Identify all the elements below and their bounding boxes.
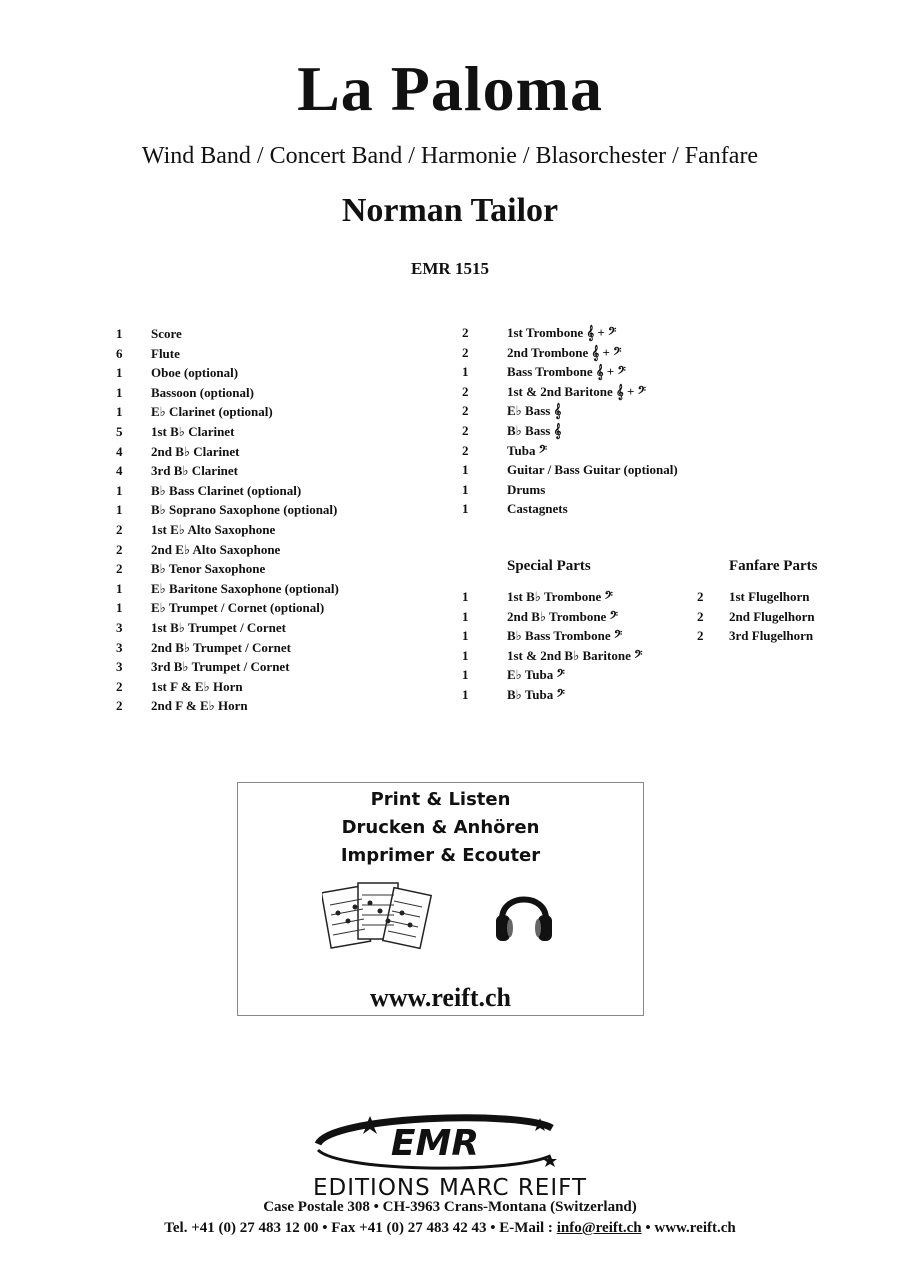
special-parts-list [462, 587, 692, 705]
headphones-icon [492, 881, 556, 947]
part-quantity: 2 [116, 541, 123, 557]
special-parts-heading: Special Parts [507, 558, 591, 574]
part-row [462, 343, 762, 363]
part-name: Bass Trombone 𝄞 + 𝄢 [507, 364, 626, 380]
part-name: B♭ Tenor Saxophone [151, 561, 266, 577]
composer-name: Norman Tailor [341, 192, 559, 229]
contact-website[interactable]: • www.reift.ch [641, 1220, 736, 1236]
ensemble-subtitle: Wind Band / Concert Band / Harmonie / Blasorchester / Fanfare [141, 143, 759, 169]
part-row [697, 607, 877, 627]
part-row [116, 677, 446, 697]
part-row [116, 324, 446, 344]
part-name: Bassoon (optional) [151, 384, 254, 400]
part-name: B♭ Soprano Saxophone (optional) [151, 502, 338, 518]
part-quantity: 4 [116, 443, 123, 459]
part-name: 2nd Trombone 𝄞 + 𝄢 [507, 344, 622, 360]
part-name: 2nd F & E♭ Horn [151, 698, 248, 714]
part-row [116, 442, 446, 462]
part-quantity: 2 [462, 422, 469, 438]
part-name: Score [151, 326, 182, 341]
part-name: E♭ Bass 𝄞 [507, 403, 562, 419]
part-quantity: 1 [116, 404, 123, 420]
part-quantity: 1 [116, 365, 123, 381]
part-name: E♭ Tuba 𝄢 [507, 667, 565, 683]
part-name: 2nd B♭ Clarinet [151, 443, 240, 459]
part-name: 1st B♭ Clarinet [151, 423, 235, 439]
part-name: 1st & 2nd B♭ Baritone 𝄢 [507, 647, 643, 663]
part-quantity: 2 [697, 608, 704, 624]
email-link[interactable]: info@reift.ch [556, 1220, 642, 1236]
part-quantity: 1 [116, 600, 123, 616]
part-name: B♭ Bass Clarinet (optional) [151, 482, 302, 498]
part-quantity: 4 [116, 463, 123, 479]
part-quantity: 5 [116, 423, 123, 439]
part-quantity: 3 [116, 639, 123, 655]
part-name: Flute [151, 345, 180, 361]
part-quantity: 1 [462, 462, 469, 478]
part-row [462, 587, 692, 607]
part-row [462, 665, 692, 685]
part-name: Drums [507, 481, 546, 497]
part-quantity: 1 [116, 384, 123, 400]
part-name: Tuba 𝄢 [507, 442, 548, 458]
part-row [462, 323, 762, 343]
part-row [116, 598, 446, 618]
part-name: 2nd E♭ Alto Saxophone [151, 541, 281, 557]
publisher-contact [0, 1220, 900, 1237]
reift-website-link[interactable]: www.reift.ch [369, 983, 512, 1012]
emr-logo-mark: EMR [390, 1123, 480, 1164]
part-quantity: 2 [116, 521, 123, 537]
part-row [697, 626, 877, 646]
part-row [462, 382, 762, 402]
part-name: Castagnets [507, 501, 568, 517]
fanfare-parts-list [697, 587, 877, 646]
part-name: 3rd B♭ Clarinet [151, 463, 239, 479]
part-row [116, 657, 446, 677]
part-name: 1st B♭ Trumpet / Cornet [151, 619, 286, 635]
part-row [116, 383, 446, 403]
fanfare-parts-heading: Fanfare Parts [729, 558, 818, 574]
part-row [462, 362, 762, 382]
part-quantity: 1 [462, 481, 469, 497]
part-row [116, 363, 446, 383]
part-quantity: 2 [697, 589, 704, 604]
part-row [462, 421, 762, 441]
part-name: 1st E♭ Alto Saxophone [151, 521, 276, 537]
part-name: B♭ Bass Trombone 𝄢 [507, 628, 623, 644]
part-row [116, 402, 446, 422]
part-name: 2nd B♭ Trombone 𝄢 [507, 608, 618, 624]
part-row [116, 540, 446, 560]
part-row [462, 685, 692, 705]
part-quantity: 2 [462, 403, 469, 419]
part-row [116, 422, 446, 442]
part-row [116, 500, 446, 520]
part-row [462, 401, 762, 421]
part-quantity: 1 [462, 501, 469, 517]
part-row [462, 607, 692, 627]
part-quantity: 1 [462, 608, 469, 624]
part-row [116, 461, 446, 481]
part-name: 1st B♭ Trombone 𝄢 [507, 589, 613, 604]
piece-title: La Paloma [297, 53, 603, 124]
part-row [462, 626, 692, 646]
part-row [462, 499, 762, 519]
part-quantity: 6 [116, 345, 123, 361]
part-quantity: 2 [462, 325, 469, 340]
part-name: E♭ Trumpet / Cornet (optional) [151, 600, 325, 616]
promo-line-print-listen: Print & Listen [370, 789, 511, 810]
part-quantity: 1 [462, 647, 469, 663]
part-name: 1st Flugelhorn [729, 589, 810, 604]
part-row [116, 344, 446, 364]
part-row [116, 579, 446, 599]
part-row [462, 646, 692, 666]
part-row [697, 587, 877, 607]
part-quantity: 2 [116, 698, 123, 714]
publisher-name: EDITIONS MARC REIFT [312, 1175, 588, 1201]
part-quantity: 2 [462, 442, 469, 458]
part-quantity: 1 [116, 326, 123, 341]
part-name: 3rd B♭ Trumpet / Cornet [151, 659, 290, 675]
part-quantity: 1 [116, 502, 123, 518]
emr-logo [300, 1110, 570, 1176]
part-row [116, 520, 446, 540]
part-name: B♭ Bass 𝄞 [507, 422, 562, 438]
part-name: 2nd B♭ Trumpet / Cornet [151, 639, 291, 655]
part-quantity: 1 [462, 686, 469, 702]
part-quantity: 2 [116, 678, 123, 694]
part-name: B♭ Tuba 𝄢 [507, 686, 565, 702]
part-name: 1st F & E♭ Horn [151, 678, 243, 694]
part-row [462, 480, 762, 500]
part-name: 2nd Flugelhorn [729, 608, 815, 624]
part-name: 1st & 2nd Baritone 𝄞 + 𝄢 [507, 383, 647, 399]
part-quantity: 1 [462, 589, 469, 604]
part-row [116, 638, 446, 658]
promo-line-imprimer: Imprimer & Ecouter [340, 845, 541, 866]
publisher-address: Case Postale 308 • CH-3963 Crans-Montana (Switzerland) [263, 1199, 637, 1215]
part-quantity: 1 [462, 667, 469, 683]
part-quantity: 1 [462, 628, 469, 644]
parts-list-middle [462, 323, 762, 519]
catalog-number: EMR 1515 [411, 259, 489, 278]
part-quantity: 3 [116, 619, 123, 635]
part-name: Guitar / Bass Guitar (optional) [507, 462, 678, 478]
print-listen-box [237, 782, 644, 1016]
part-quantity: 2 [462, 383, 469, 399]
part-row [462, 460, 762, 480]
part-quantity: 1 [116, 482, 123, 498]
part-quantity: 1 [462, 364, 469, 380]
part-name: E♭ Clarinet (optional) [151, 404, 273, 420]
contact-phone-fax: Tel. +41 (0) 27 483 12 00 • Fax +41 (0) 27 483 42 43 • E-Mail : [164, 1220, 557, 1236]
part-quantity: 2 [697, 628, 704, 644]
part-quantity: 3 [116, 659, 123, 675]
part-quantity: 2 [462, 344, 469, 360]
part-name: 1st Trombone 𝄞 + 𝄢 [507, 325, 617, 340]
part-row [462, 441, 762, 461]
promo-line-drucken: Drucken & Anhören [341, 817, 540, 838]
part-row [116, 696, 446, 716]
part-name: 3rd Flugelhorn [729, 628, 814, 644]
part-name: E♭ Baritone Saxophone (optional) [151, 580, 339, 596]
part-row [116, 559, 446, 579]
part-quantity: 2 [116, 561, 123, 577]
part-row [116, 618, 446, 638]
part-quantity: 1 [116, 580, 123, 596]
part-name: Oboe (optional) [151, 365, 239, 381]
part-row [116, 481, 446, 501]
parts-list-left [116, 324, 446, 716]
sheet-music-icon [322, 879, 434, 965]
